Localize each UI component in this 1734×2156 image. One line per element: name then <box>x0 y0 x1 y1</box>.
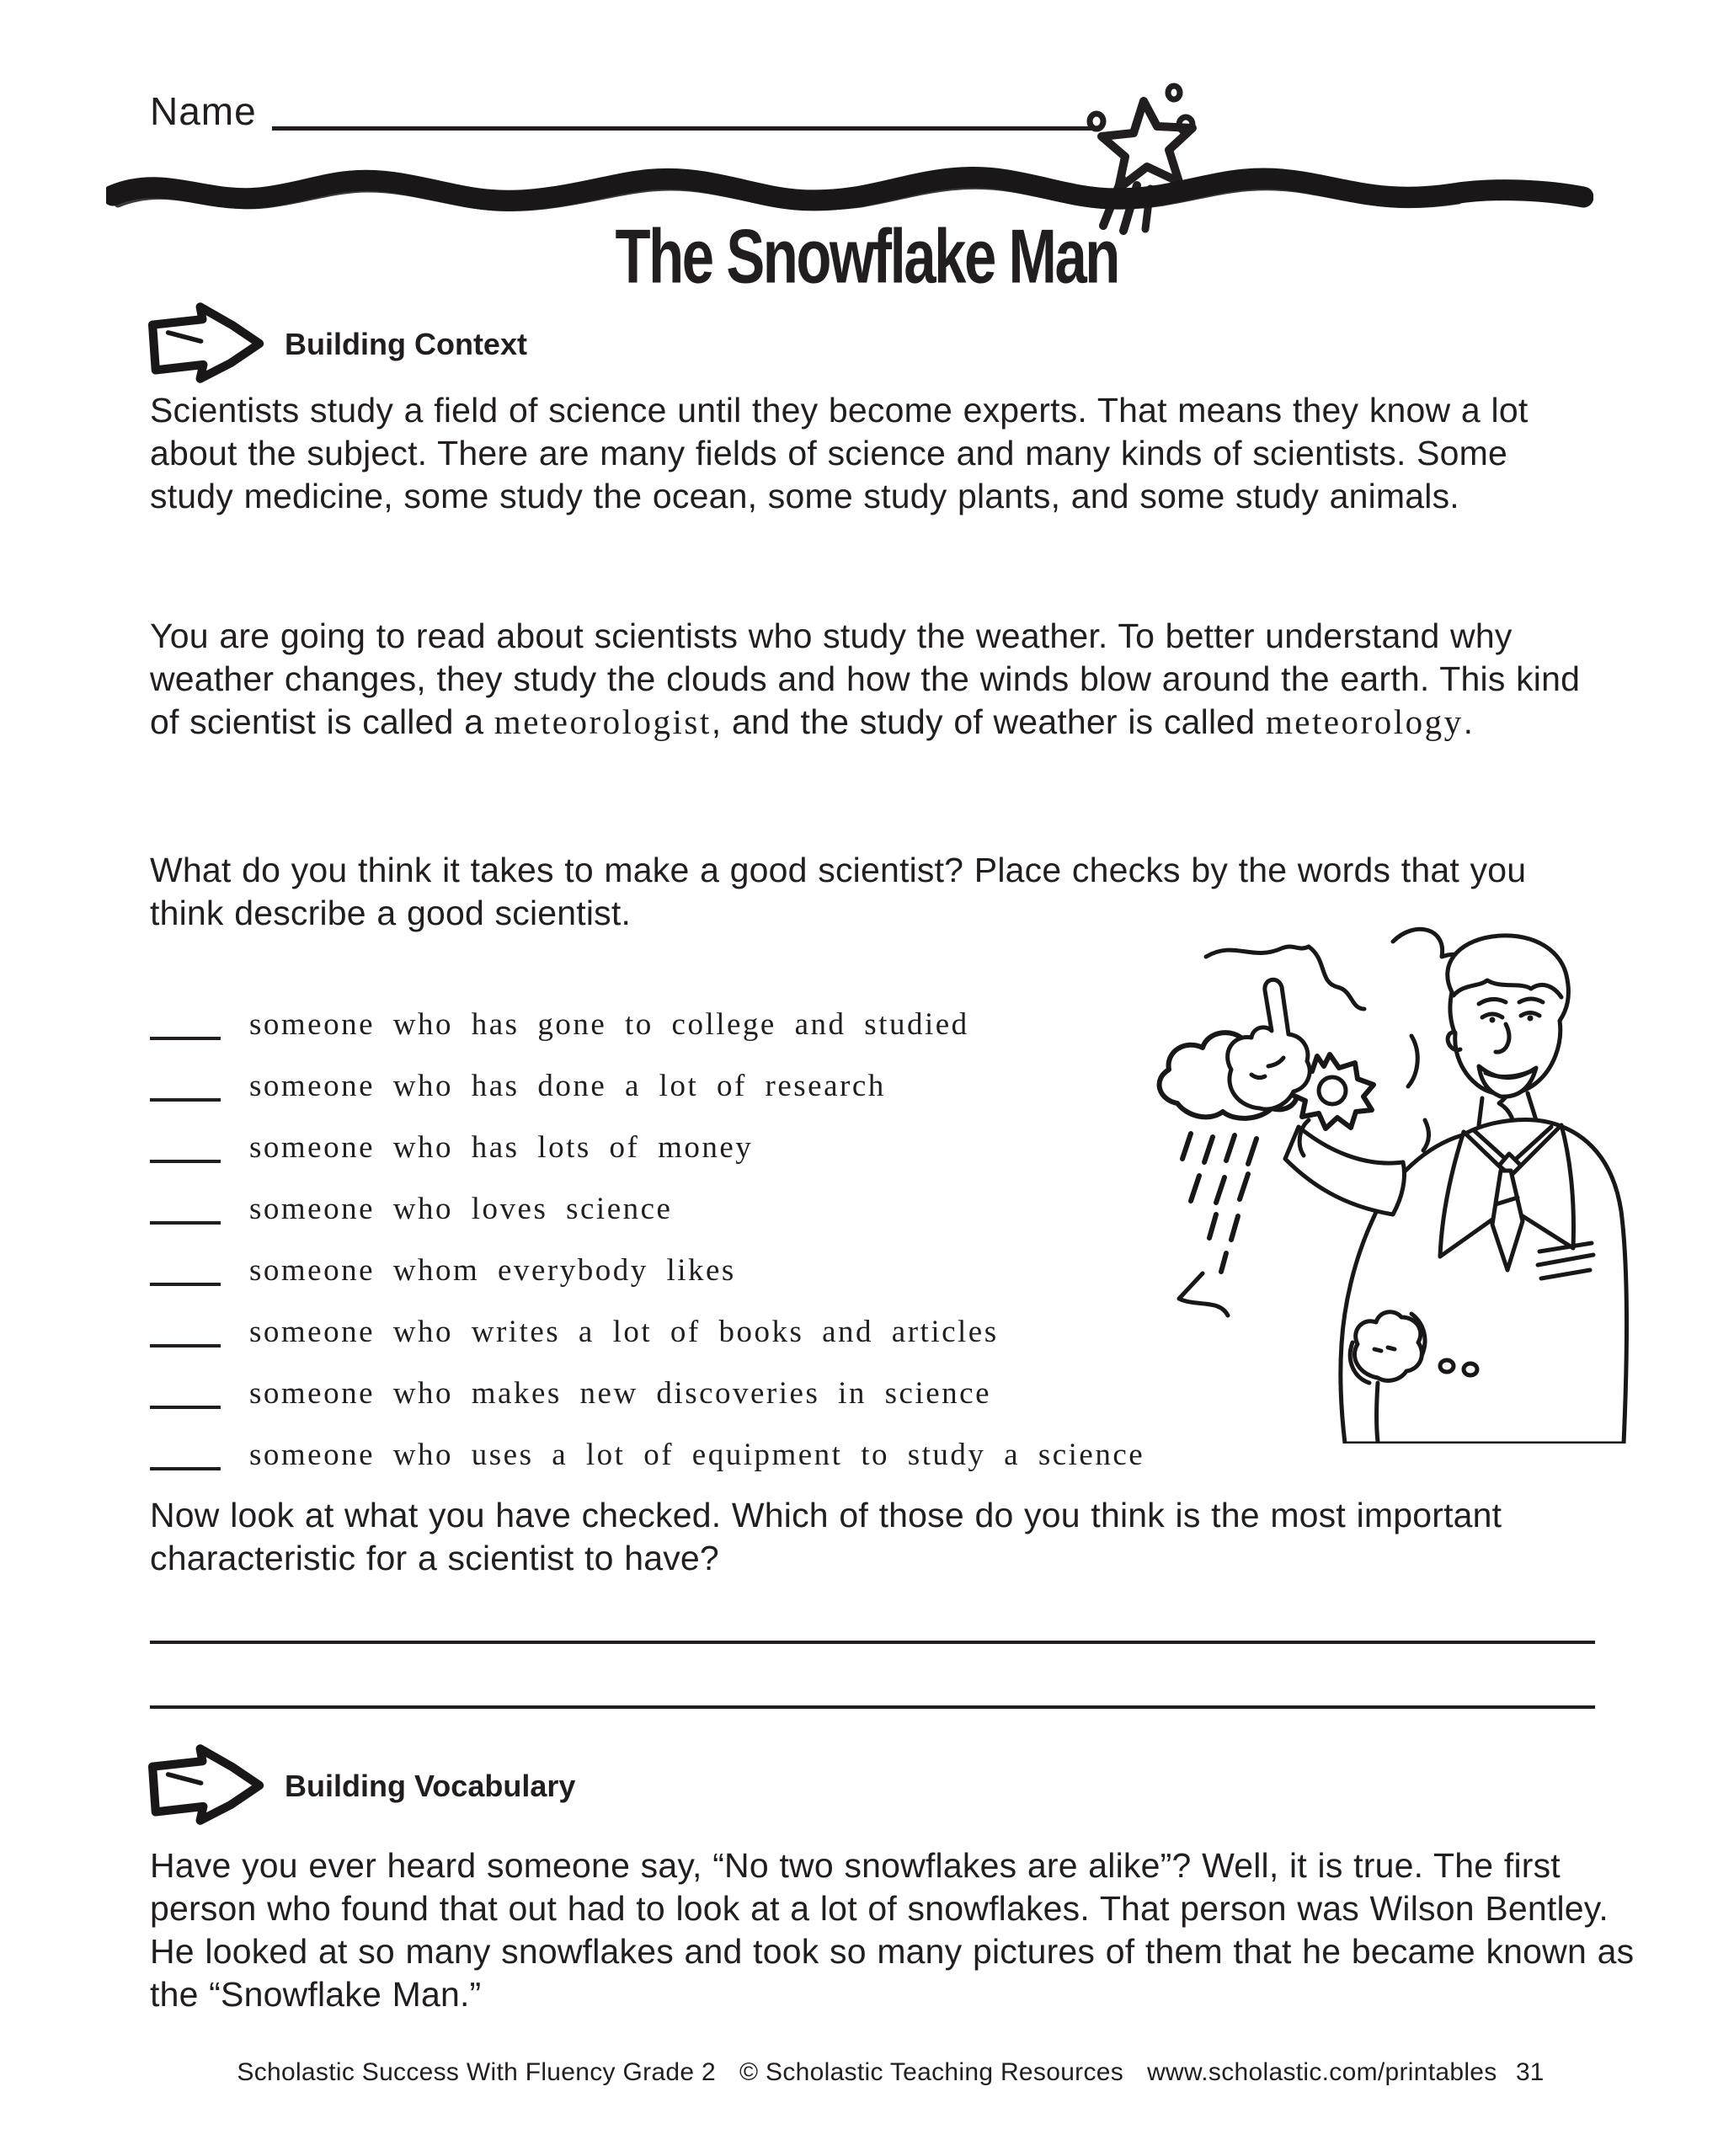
arrow-right-icon <box>143 1742 271 1828</box>
para2-text: You are going to read about scientists who study the weather. To better understand why weather changes, they study the clouds and how the winds blow around the earth. This kind of scientist is called a <box>150 616 1581 741</box>
page-title: The Snowflake Man <box>615 213 1119 299</box>
check-blank[interactable] <box>150 1003 221 1040</box>
check-blank[interactable] <box>150 1433 221 1470</box>
vocabulary-paragraph: Have you ever heard someone say, “No two snowflakes are alike”? Well, it is true. The first person who found that out had to look at a lot of snowflakes. That person was Wilson Bentley. He looked at so many snowflakes and took so many pictures of them that he became known as the “Snowflake Man.” <box>150 1846 1635 2014</box>
footer <box>0 2058 1734 2087</box>
checklist-label: someone who uses a lot of equipment to study a science <box>249 1438 1145 1472</box>
footer-copyright: © Scholastic Teaching Resources <box>739 2058 1124 2086</box>
para2-text: . <box>1463 702 1474 741</box>
checklist-label: someone who has done a lot of research <box>249 1069 886 1103</box>
title-wrap <box>0 213 1734 299</box>
check-blank[interactable] <box>150 1065 221 1102</box>
check-blank[interactable] <box>150 1187 221 1225</box>
checklist-label: someone who has lots of money <box>249 1130 754 1165</box>
check-blank[interactable] <box>150 1372 221 1409</box>
vocab-term-meteorology: meteorology <box>1265 702 1464 741</box>
check-blank[interactable] <box>150 1126 221 1163</box>
question-paragraph: Now look at what you have checked. Which of those do you think is the most important characteristic for a scientist to have? <box>150 1496 1502 1577</box>
page-number: 31 <box>1516 2058 1545 2086</box>
context-paragraph-3: What do you think it takes to make a good scientist? Place checks by the words that you think describe a good scientist. <box>150 851 1527 932</box>
section-heading: Building Context <box>285 327 527 361</box>
name-row <box>150 88 1097 131</box>
footer-url: www.scholastic.com/printables <box>1147 2058 1497 2086</box>
vocab-term-meteorologist: meteorologist <box>494 702 712 741</box>
building-context-header <box>143 300 527 386</box>
weatherman-illustration <box>1125 910 1634 1444</box>
check-blank[interactable] <box>150 1310 221 1348</box>
arrow-right-icon <box>143 300 271 386</box>
building-vocabulary-header <box>143 1742 575 1828</box>
para2-text: , and the study of weather is called <box>711 702 1266 741</box>
name-label: Name <box>150 89 257 133</box>
section-heading: Building Vocabulary <box>285 1769 576 1803</box>
answer-line-1[interactable] <box>150 1615 1595 1644</box>
answer-line-2[interactable] <box>150 1680 1595 1709</box>
context-paragraph-2 <box>150 615 1598 744</box>
checklist-label: someone who loves science <box>249 1192 673 1226</box>
context-paragraph-1: Scientists study a field of science until they become experts. That means they know a lot about the subject. There are many fields of science and many kinds of scientists. Some study medicine, some study the ocean, some study plants, and some study animals. <box>150 391 1529 515</box>
checklist-label: someone who has gone to college and studied <box>249 1007 969 1042</box>
name-fill-in-line[interactable] <box>272 88 1097 131</box>
checklist-label: someone who writes a lot of books and articles <box>249 1315 999 1349</box>
footer-book-title: Scholastic Success With Fluency Grade 2 <box>237 2058 716 2086</box>
check-blank[interactable] <box>150 1249 221 1286</box>
checklist-label: someone who makes new discoveries in science <box>249 1376 992 1411</box>
checklist-label: someone whom everybody likes <box>249 1253 736 1288</box>
